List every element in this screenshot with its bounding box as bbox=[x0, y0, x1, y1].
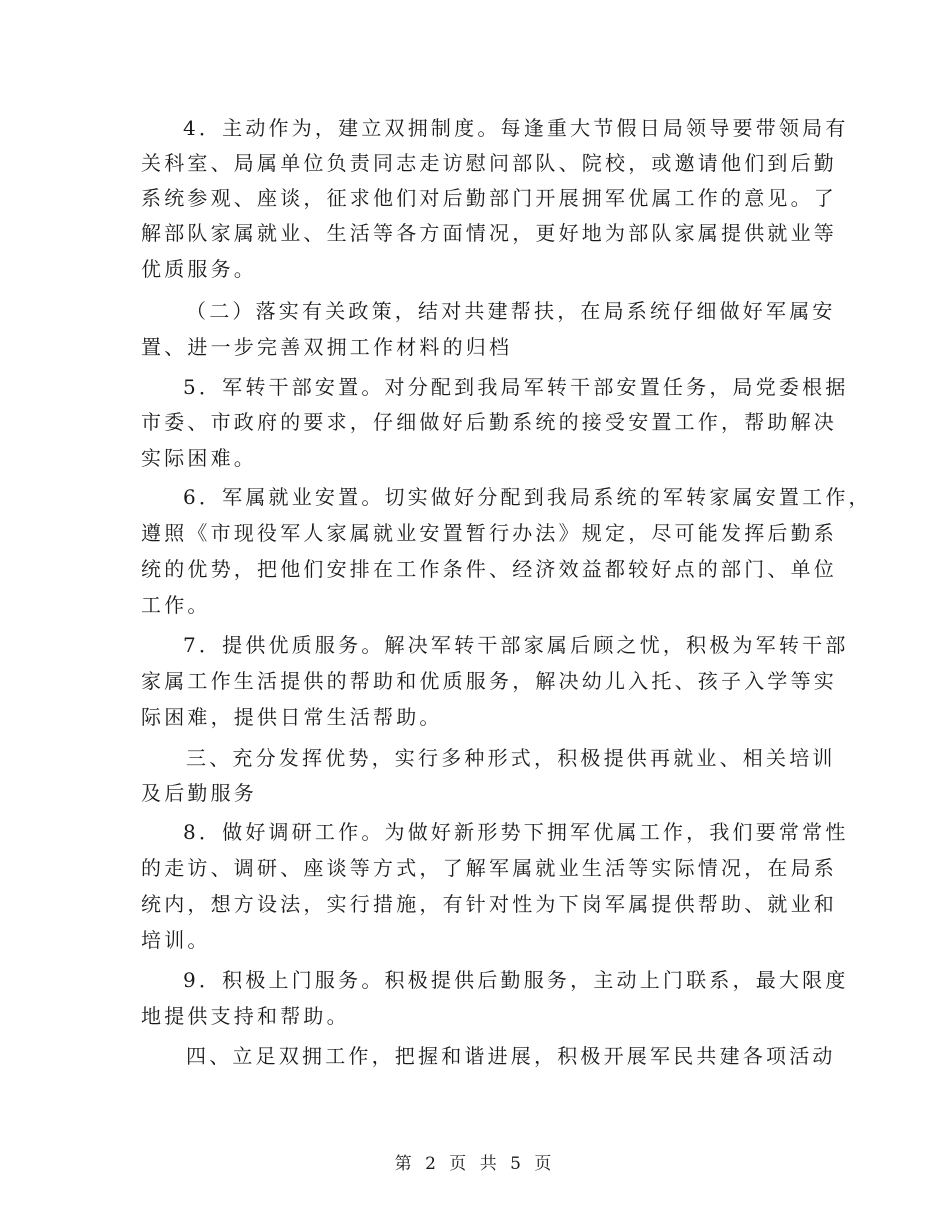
text-line: 4．主动作为，建立双拥制度。每逢重大节假日局领导要带领局有 bbox=[183, 116, 849, 140]
text-line: 的走访、调研、座谈等方式，了解军属就业生活等实际情况，在局系 bbox=[141, 856, 837, 880]
section-heading-line: 及后勤服务 bbox=[141, 781, 257, 805]
page-number-footer: 第 2 页 共 5 页 bbox=[394, 1154, 556, 1174]
text-line: 6．军属就业安置。切实做好分配到我局系统的军转家属安置工作， bbox=[183, 485, 872, 509]
text-line: 家属工作生活提供的帮助和优质服务，解决幼儿入托、孩子入学等实 bbox=[141, 669, 837, 693]
text-line: 遵照《市现役军人家属就业安置暂行办法》规定，尽可能发挥后勤系 bbox=[141, 521, 837, 545]
text-line: 统内，想方设法，实行措施，有针对性为下岗军属提供帮助、就业和 bbox=[141, 892, 837, 916]
section-heading-line: 四、立足双拥工作，把握和谐进展，积极开展军民共建各项活动 bbox=[186, 1044, 836, 1068]
text-line: 系统参观、座谈，征求他们对后勤部门开展拥军优属工作的意见。了 bbox=[141, 186, 837, 210]
text-line: 地提供支持和帮助。 bbox=[141, 1004, 350, 1028]
text-line: 解部队家属就业、生活等各方面情况，更好地为部队家属提供就业等 bbox=[141, 221, 837, 245]
text-line: 培训。 bbox=[141, 928, 211, 952]
section-heading-line: （二）落实有关政策，结对共建帮扶，在局系统仔细做好军属安 bbox=[186, 299, 836, 323]
text-line: 7．提供优质服务。解决军转干部家属后顾之忧，积极为军转干部 bbox=[183, 633, 849, 657]
text-line: 市委、市政府的要求，仔细做好后勤系统的接受安置工作，帮助解决 bbox=[141, 410, 837, 434]
section-heading-line: 置、进一步完善双拥工作材料的归档 bbox=[141, 335, 513, 359]
text-line: 关科室、局属单位负责同志走访慰问部队、院校，或邀请他们到后勤 bbox=[141, 151, 837, 175]
text-line: 9．积极上门服务。积极提供后勤服务，主动上门联系，最大限度 bbox=[183, 968, 849, 992]
text-line: 际困难，提供日常生活帮助。 bbox=[141, 705, 443, 729]
text-line: 5．军转干部安置。对分配到我局军转干部安置任务，局党委根据 bbox=[183, 375, 849, 399]
text-line: 统的优势，把他们安排在工作条件、经济效益都较好点的部门、单位 bbox=[141, 557, 837, 581]
text-line: 实际困难。 bbox=[141, 446, 257, 470]
text-line: 工作。 bbox=[141, 593, 211, 617]
text-line: 8．做好调研工作。为做好新形势下拥军优属工作，我们要常常性 bbox=[183, 820, 849, 844]
section-heading-line: 三、充分发挥优势，实行多种形式，积极提供再就业、相关培训 bbox=[186, 746, 836, 770]
text-line: 优质服务。 bbox=[141, 257, 257, 281]
